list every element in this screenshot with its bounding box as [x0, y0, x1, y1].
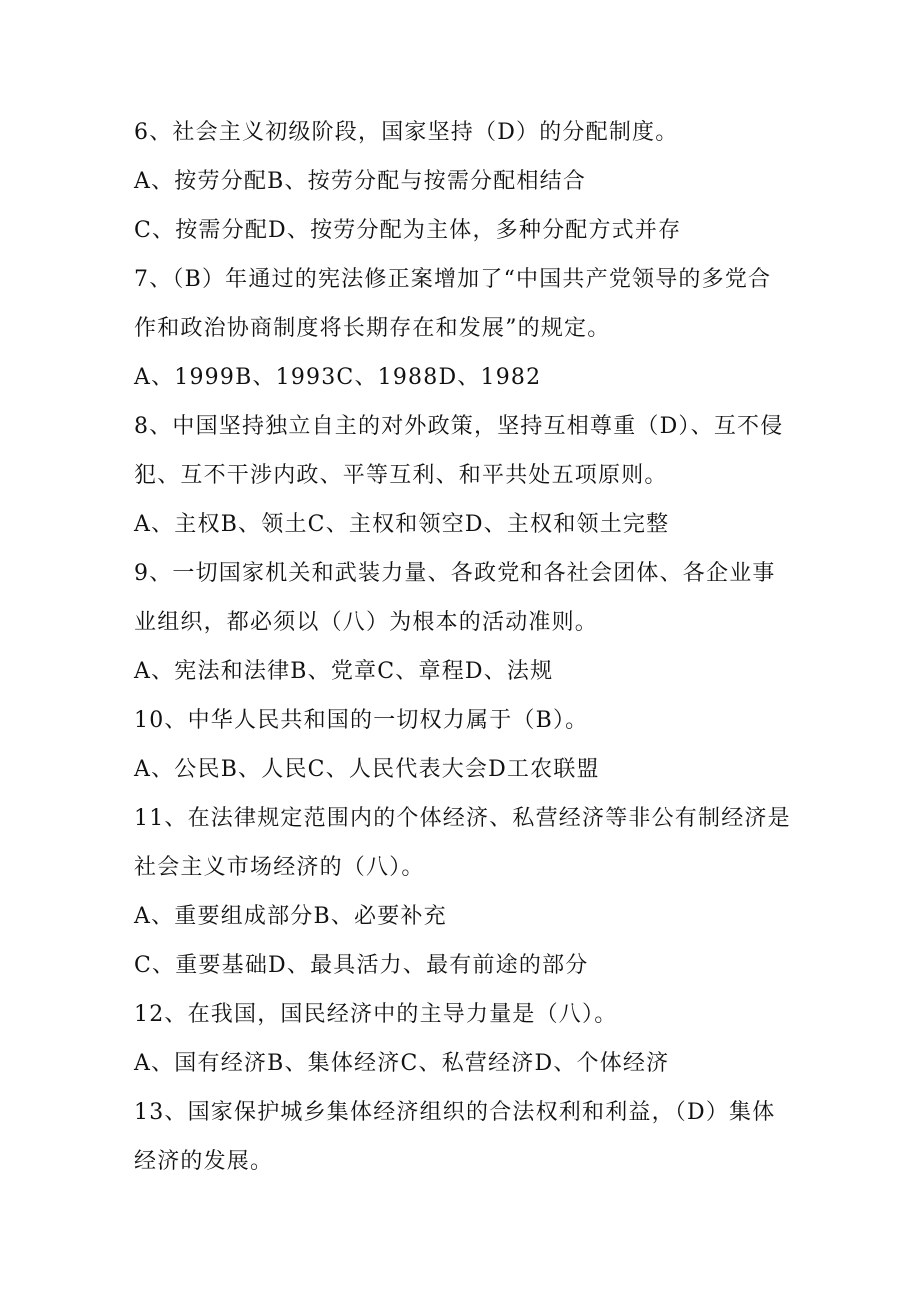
q9-stem-line1: 9、一切国家机关和武装力量、各政党和各社会团体、各企业事 [134, 561, 776, 586]
q6-options-ab: A、按劳分配B、按劳分配与按需分配相结合 [134, 169, 587, 194]
q11-options-cd: C、重要基础D、最具活力、最有前途的部分 [134, 953, 589, 978]
q7-stem-line2: 作和政治协商制度将长期存在和发展”的规定。 [134, 316, 611, 341]
q9-stem-line2: 业组织，都必须以（八）为根本的活动准则。 [134, 610, 599, 635]
q8-stem-line1: 8、中国坚持独立自主的对外政策，坚持互相尊重（D）、互不侵 [134, 414, 784, 439]
q10-stem: 10、中华人民共和国的一切权力属于（B）。 [134, 708, 589, 733]
q6-stem: 6、社会主义初级阶段，国家坚持（D）的分配制度。 [134, 120, 679, 145]
q6-options-cd: C、按需分配D、按劳分配为主体，多种分配方式并存 [134, 218, 682, 243]
q13-stem-line1: 13、国家保护城乡集体经济组织的合法权利和利益，（D）集体 [134, 1100, 776, 1125]
question-text-block [134, 108, 794, 1186]
q7-options: A、1999B、1993C、1988D、1982 [134, 365, 542, 390]
q11-options-ab: A、重要组成部分B、必要补充 [134, 904, 447, 929]
q12-stem: 12、在我国，国民经济中的主导力量是（八）。 [134, 1002, 618, 1027]
q8-options: A、主权B、领土C、主权和领空D、主权和领土完整 [134, 512, 670, 537]
q11-stem-line1: 11、在法律规定范围内的个体经济、私营经济等非公有制经济是 [134, 806, 791, 831]
q7-stem-line1: 7、（B）年通过的宪法修正案增加了“中国共产党领导的多党合 [134, 267, 772, 292]
q13-stem-line2: 经济的发展。 [134, 1149, 274, 1174]
q9-options: A、宪法和法律B、党章C、章程D、法规 [134, 659, 554, 684]
q11-stem-line2: 社会主义市场经济的（八）。 [134, 855, 425, 880]
q10-options: A、公民B、人民C、人民代表大会D工农联盟 [134, 757, 600, 782]
q12-options: A、国有经济B、集体经济C、私营经济D、个体经济 [134, 1051, 670, 1076]
q8-stem-line2: 犯、互不干涉内政、平等互利、和平共处五项原则。 [134, 463, 668, 488]
